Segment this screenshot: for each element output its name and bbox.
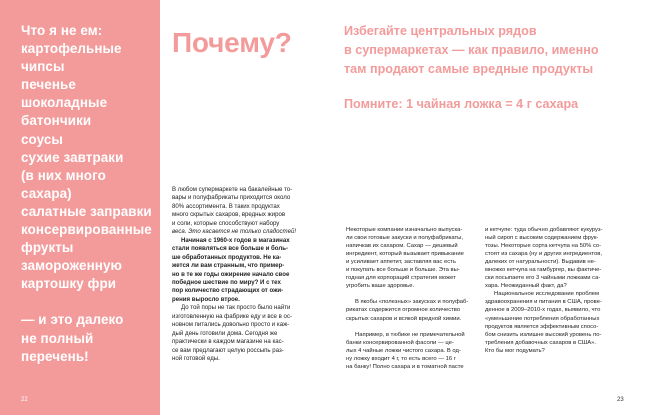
text-line: ски посыпаете его 3 чайными ложками са- — [485, 275, 601, 282]
text-line: здравоохранения и питания в США, прове- — [485, 299, 602, 306]
text-line: 80% ассортимента. В таких продуктах — [172, 202, 280, 210]
list-line: сухие завтраки — [21, 149, 124, 165]
text-line: Некоторые компании изначально выпуска- — [346, 227, 463, 233]
text-line: бом снизить излишне высокий уровень по- — [485, 331, 602, 338]
text-line: скрытых сахаров и всякой вредной химии. — [346, 315, 462, 322]
text-line: продуктов является эффективным спосо- — [485, 323, 599, 330]
text-line: ный сироп с высоким содержанием фрук- — [485, 235, 599, 242]
list-line: салатные заправки — [21, 203, 152, 219]
text-line: много скрытых сахаров, вредных жиров — [172, 211, 286, 219]
list-line: фрукты — [21, 240, 74, 256]
text-line: «уменьшение потребления обработанных — [485, 315, 600, 322]
text-line: рикатах содержится огромное количество — [346, 307, 461, 314]
text-line: Например, в тюбике не примечательной — [355, 331, 465, 338]
text-line: ингредиент, который вызывает привыкание — [346, 251, 464, 258]
text-line: дый день готовили дома. Сегодня же — [172, 329, 278, 337]
page-number-left: 22 — [21, 397, 28, 403]
text-line: и кетчупе: туда обычно добавляют кукуруз- — [485, 227, 603, 233]
page-heading: Почему? — [172, 27, 292, 58]
paragraph-gap — [346, 290, 486, 298]
text-line: практически в каждом магазине на кас- — [172, 338, 284, 346]
text-line: требления добавочных сахаров в США». — [485, 339, 597, 346]
text-line: вары и полуфабрикаты приходится около — [172, 194, 291, 202]
text-line: напичкав их сахаром. Сахар — дешевый — [346, 243, 458, 250]
text-line: ну ложку входит 4 г, то есть всего — 16 г — [346, 355, 456, 362]
list-line: (в них много — [21, 167, 106, 183]
text-line: хара. Неожиданный факт, да? — [485, 283, 567, 290]
text-line: рения выросло втрое. — [172, 295, 240, 303]
list-line: картошку фри — [21, 276, 117, 292]
text-line: В любом супермаркете на бакалейные то- — [172, 186, 293, 193]
callout-line: там продают самые вредные продукты — [344, 62, 594, 76]
text-line: стоят из сахара (ну и других ингредиентов, — [485, 251, 603, 258]
text-line: новном питались довольно просто и каж- — [172, 321, 290, 329]
not-eat-list — [21, 22, 161, 366]
text-line: денное в 2009–2010-х годах, выявило, что — [485, 307, 601, 314]
lead-body-text — [172, 186, 319, 364]
text-line: се вам предлагают целую россыпь раз- — [172, 346, 284, 354]
text-line: ли свои готовые закуски и полуфабрикаты, — [346, 235, 463, 242]
text-line: Национальное исследование проблем — [494, 291, 599, 298]
list-line: чипсы — [21, 59, 65, 75]
body-column-1 — [346, 226, 486, 371]
callout-block — [344, 22, 629, 111]
list-line: батончики — [21, 113, 92, 129]
list-line: картофельные — [21, 41, 122, 57]
page-number-right: 23 — [617, 397, 624, 403]
text-line: и покупать все больше и больше. Эта вы- — [346, 267, 460, 274]
closing-line: перечень! — [21, 348, 89, 364]
text-line: ной готовой еды. — [172, 355, 220, 363]
remember-note: Помните: 1 чайная ложка = 4 г сахара — [344, 97, 579, 111]
list-line: соусы — [21, 131, 63, 147]
body-column-2 — [485, 226, 625, 355]
text-line: изготовленную на фабрике еду и все в ос- — [172, 312, 293, 320]
list-line: консервированные — [21, 222, 152, 238]
text-line: веса. Это касается не только сладостей! — [172, 228, 297, 236]
list-line: замороженную — [21, 258, 123, 274]
callout-line: в супермаркетах — как правило, именно — [344, 43, 599, 57]
text-line: на банку! Полно сахара и в томатной пасте — [346, 363, 464, 370]
text-line: лых 4 чайные ложки чистого сахара. В од- — [346, 347, 461, 354]
list-spacer — [21, 293, 161, 311]
text-line: годная для корпораций стратегия может — [346, 275, 456, 282]
text-line: угробить ваше здоровье. — [346, 283, 415, 290]
text-line: стали появляться все больше и боль- — [172, 245, 289, 253]
text-line: Начиная с 1960-х годов в магазинах — [181, 236, 290, 244]
list-line: Что я не ем: — [21, 23, 103, 38]
text-line: До той поры не так просто было найти — [181, 304, 291, 312]
text-line: и соли, которые способствуют набору — [172, 219, 280, 227]
list-line: шоколадные — [21, 95, 108, 111]
text-line: пор количество страдающих от ожи- — [172, 287, 284, 295]
text-line: жется ли вам странным, что пример- — [172, 262, 285, 270]
text-line: тозы. Некоторые сорта кетчупа на 50% со- — [485, 243, 602, 250]
closing-line: не полный — [21, 330, 94, 346]
callout-line: Избегайте центральных рядов — [344, 24, 537, 38]
list-line: печенье — [21, 77, 76, 93]
text-line: ше обработанных продуктов. Не ка- — [172, 253, 282, 261]
text-line: банки консервированной фасоли — це- — [346, 339, 454, 346]
text-line: Кто бы мог подумать? — [485, 347, 545, 354]
list-line: сахара) — [21, 185, 72, 201]
text-line: победное шествие по миру? И с тех — [172, 278, 281, 286]
text-line: далеких от натуральности). Выдавив не- — [485, 259, 596, 266]
text-line: но в те же годы ожирение начало свое — [172, 270, 290, 278]
text-line: и усиливает аппетит, заставляя вас есть — [346, 259, 456, 266]
text-line: В якобы «полезных» закусках и полуфаб- — [355, 299, 469, 306]
paragraph-gap — [346, 323, 486, 331]
closing-line: — и это далеко — [21, 312, 124, 328]
text-line: множко кетчупа на гамбургер, вы фактиче- — [485, 267, 602, 274]
